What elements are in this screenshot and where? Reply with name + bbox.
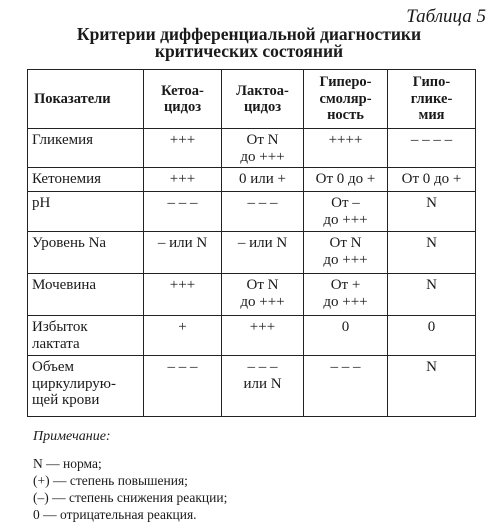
table-cell: +++ [144, 274, 222, 316]
table-cell: N [388, 192, 476, 232]
table-cell: От N до +++ [304, 232, 388, 274]
note-item: 0 — отрицательная реакция. [33, 507, 197, 522]
header-hypoglycemia: Гипо- глике- мия [388, 70, 476, 129]
table-title [0, 26, 498, 60]
header-lactoacidosis: Лактоа- цидоз [222, 70, 304, 129]
table-cell: ++++ [304, 129, 388, 168]
table-row [28, 316, 476, 356]
table-cell: – – – [144, 356, 222, 417]
table-title-line-2: критических состояний [154, 41, 344, 61]
table-cell: – – – [222, 192, 304, 232]
table-row [28, 356, 476, 417]
table-cell: – – – – [388, 129, 476, 168]
table-cell: N [388, 232, 476, 274]
table-cell: 0 или + [222, 168, 304, 192]
table-row [28, 129, 476, 168]
table-cell: От – до +++ [304, 192, 388, 232]
table-cell: +++ [144, 129, 222, 168]
table-number-label: Таблица 5 [406, 6, 486, 27]
row-label: Кетонемия [28, 168, 144, 192]
table-cell: – – – или N [222, 356, 304, 417]
header-indicators: Показатели [28, 70, 144, 129]
table-cell: – или N [222, 232, 304, 274]
note-title: Примечание: [33, 429, 111, 444]
table-cell: От N до +++ [222, 129, 304, 168]
criteria-table [27, 69, 476, 417]
table-cell: +++ [222, 316, 304, 356]
table-cell: От 0 до + [304, 168, 388, 192]
table-row [28, 232, 476, 274]
table-row [28, 192, 476, 232]
table-title-line-1: Критерии дифференциальной диагностики [76, 24, 422, 44]
table-cell: 0 [388, 316, 476, 356]
note-item: (+) — степень повышения; [33, 473, 188, 488]
row-label: Уровень Na [28, 232, 144, 274]
row-label: Мочевина [28, 274, 144, 316]
table-cell: От N до +++ [222, 274, 304, 316]
header-row [28, 70, 476, 129]
table-cell: +++ [144, 168, 222, 192]
header-ketoacidosis: Кетоа- цидоз [144, 70, 222, 129]
row-label: pH [28, 192, 144, 232]
table-cell: N [388, 274, 476, 316]
table-row [28, 168, 476, 192]
table-cell: N [388, 356, 476, 417]
table-cell: + [144, 316, 222, 356]
row-label: Гликемия [28, 129, 144, 168]
table-cell: – – – [144, 192, 222, 232]
notes-list [33, 455, 227, 523]
header-hyperosmolarity: Гиперо- смоляр- ность [304, 70, 388, 129]
table-cell: От + до +++ [304, 274, 388, 316]
table-row [28, 274, 476, 316]
table-cell: 0 [304, 316, 388, 356]
note-item: (–) — степень снижения реакции; [33, 490, 228, 505]
row-label: Избыток лактата [28, 316, 144, 356]
table-cell: – или N [144, 232, 222, 274]
row-label: Объем циркулирую- щей крови [28, 356, 144, 417]
table-cell: От 0 до + [388, 168, 476, 192]
note-item: N — норма; [33, 456, 102, 471]
table-cell: – – – [304, 356, 388, 417]
